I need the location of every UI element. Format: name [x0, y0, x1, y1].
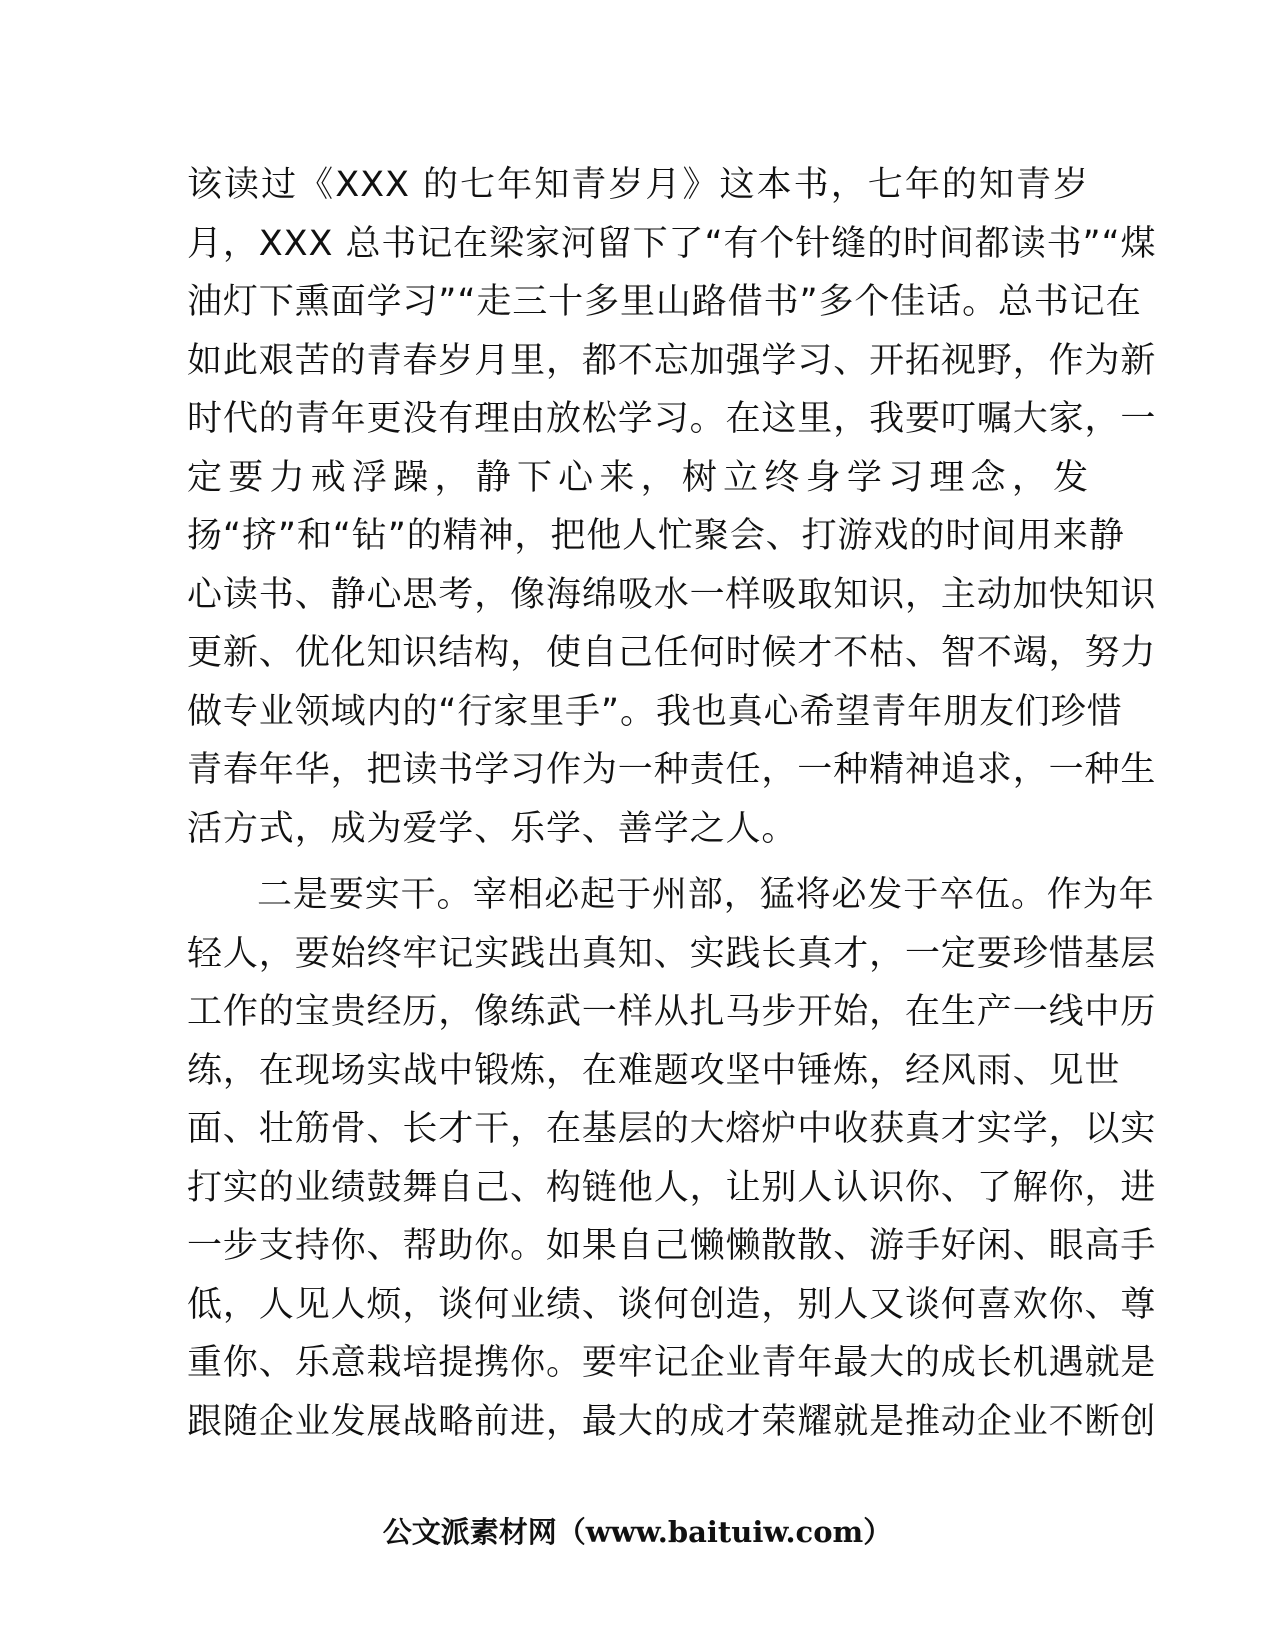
text-line: 扬“挤”和“钻”的精神，把他人忙聚会、打游戏的时间用来静 [187, 516, 1125, 556]
paragraph-gap [187, 858, 1089, 866]
text-line: 如此艰苦的青春岁月里，都不忘加强学习、开拓视野，作为新 [187, 340, 1157, 381]
text-line: 练，在现场实战中锻炼，在难题攻坚中锤炼，经风雨、见世 [187, 1050, 1121, 1091]
paragraph-2 [187, 866, 1157, 1451]
text-line: 工作的宝贵经历，像练武一样从扎马步开始，在生产一线中历 [187, 992, 1157, 1032]
text-line: 重你、乐意栽培提携你。要牢记企业青年最大的成长机遇就是 [187, 1343, 1157, 1383]
text-line: 轻人，要始终牢记实践出真知、实践长真才，一定要珍惜基层 [187, 933, 1157, 974]
text-line: 跟随企业发展战略前进，最大的成才荣耀就是推动企业不断创 [187, 1401, 1157, 1442]
text-line: 时代的青年更没有理由放松学习。在这里，我要叮嘱大家，一 [187, 399, 1157, 439]
text-line: 心读书、静心思考，像海绵吸水一样吸取知识，主动加快知识 [187, 574, 1157, 615]
text-line: 做专业领域内的“行家里手”。我也真心希望青年朋友们珍惜 [187, 691, 1123, 732]
footer-watermark: 公文派素材网（www.baituiw.com） [382, 1515, 893, 1549]
text-line: 青春年华，把读书学习作为一种责任，一种精神追求，一种生 [187, 750, 1157, 790]
text-line-last: 活方式，成为爱学、乐学、善学之人。 [187, 808, 798, 849]
paragraph-1 [187, 156, 1157, 858]
text-line: 更新、优化知识结构，使自己任何时候才不枯、智不竭，努力 [187, 633, 1157, 673]
text-line: 低，人见人烦，谈何业绩、谈何创造，别人又谈何喜欢你、尊 [187, 1284, 1157, 1325]
body-text [187, 156, 1157, 1451]
text-line-indented: 二是要实干。宰相必起于州部，猛将必发于卒伍。作为年 [257, 875, 1155, 915]
text-line: 油灯下熏面学习”“走三十多里山路借书”多个佳话。总书记在 [187, 282, 1142, 322]
text-line: 打实的业绩鼓舞自己、构链他人，让别人认识你、了解你，进 [187, 1167, 1157, 1208]
text-line: 面、壮筋骨、长才干，在基层的大熔炉中收获真才实学，以实 [187, 1109, 1157, 1149]
text-line: 定要力戒浮躁，静下心来，树立终身学习理念，发 [187, 457, 1089, 498]
text-line: 一步支持你、帮助你。如果自己懒懒散散、游手好闲、眼高手 [187, 1226, 1157, 1266]
text-line: 月，XXX 总书记在梁家河留下了“有个针缝的时间都读书”“煤 [187, 223, 1157, 264]
text-line: 该读过《XXX 的七年知青岁月》这本书，七年的知青岁 [187, 165, 1089, 205]
